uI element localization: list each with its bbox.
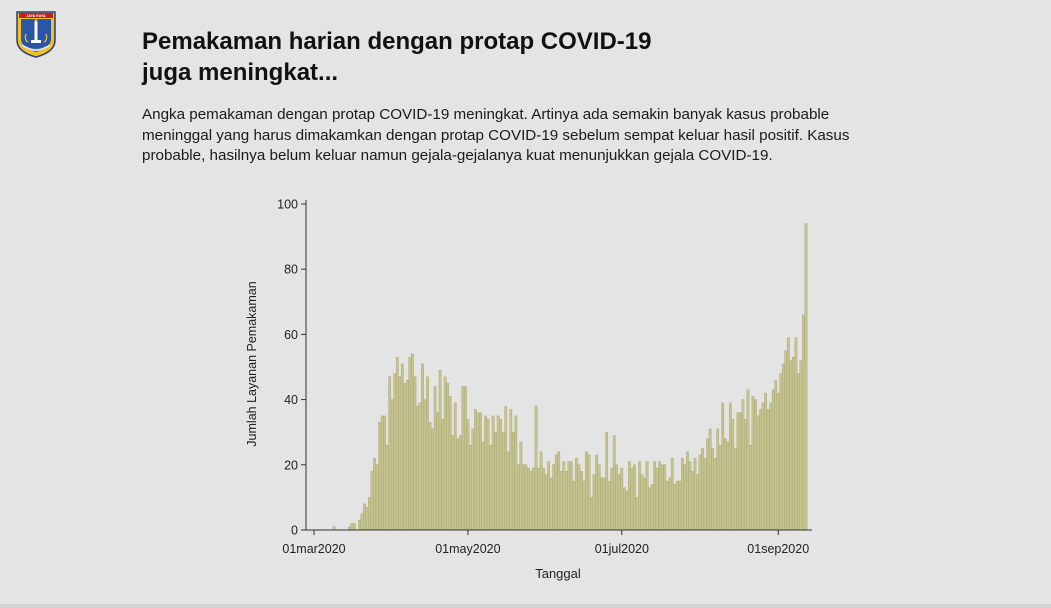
bar: [522, 465, 524, 530]
bar: [648, 488, 650, 530]
bar: [800, 360, 802, 530]
bar: [686, 452, 688, 530]
bar: [414, 377, 416, 530]
bar: [772, 390, 774, 530]
y-tick-label: 40: [284, 393, 298, 408]
bar: [590, 497, 592, 530]
bar: [462, 387, 464, 530]
bar: [727, 442, 729, 530]
bar: [762, 403, 764, 530]
y-axis-label: Jumlah Layanan Pemakaman: [245, 281, 259, 447]
bar: [505, 406, 507, 530]
bar: [540, 452, 542, 530]
bar: [694, 458, 696, 530]
bar-series: [333, 224, 807, 530]
bar: [500, 419, 502, 530]
bar: [368, 497, 370, 530]
bar: [709, 429, 711, 530]
bar: [495, 432, 497, 530]
bar: [376, 465, 378, 530]
bar: [353, 523, 355, 530]
bar: [532, 468, 534, 530]
bar: [537, 468, 539, 530]
bar: [512, 432, 514, 530]
bar: [711, 449, 713, 531]
bar: [464, 387, 466, 530]
bar: [555, 455, 557, 530]
bar: [439, 370, 441, 530]
bar: [656, 468, 658, 530]
bar: [424, 400, 426, 530]
page-title: [142, 26, 842, 88]
bar: [431, 429, 433, 530]
bar: [479, 413, 481, 530]
bar: [472, 429, 474, 530]
bar: [742, 400, 744, 530]
bar: [406, 380, 408, 530]
bar: [391, 400, 393, 530]
bar: [580, 471, 582, 530]
bar: [583, 481, 585, 530]
bar: [535, 406, 537, 530]
y-tick-label: 80: [284, 262, 298, 277]
bar: [482, 442, 484, 530]
bar: [492, 416, 494, 530]
bar: [603, 478, 605, 530]
bar: [477, 413, 479, 530]
bar: [563, 462, 565, 530]
y-tick-label: 60: [284, 327, 298, 342]
bar: [595, 455, 597, 530]
bar: [588, 455, 590, 530]
bar: [792, 357, 794, 530]
bar: [578, 465, 580, 530]
bar: [606, 432, 608, 530]
bar: [358, 520, 360, 530]
bar: [573, 481, 575, 530]
bar: [623, 488, 625, 530]
bar: [719, 445, 721, 530]
bar: [767, 409, 769, 530]
bar: [507, 452, 509, 530]
bar: [691, 471, 693, 530]
bar: [754, 400, 756, 530]
bar: [696, 475, 698, 530]
bar: [714, 458, 716, 530]
bar: [732, 419, 734, 530]
bar: [429, 422, 431, 530]
bar: [444, 377, 446, 530]
bar: [371, 471, 373, 530]
bar: [722, 403, 724, 530]
bar: [487, 419, 489, 530]
bar: [447, 383, 449, 530]
bar: [467, 419, 469, 530]
bar: [780, 374, 782, 530]
bar: [797, 374, 799, 530]
bar: [484, 416, 486, 530]
bar: [636, 497, 638, 530]
jakarta-crest-logo: [14, 10, 58, 58]
bar: [734, 449, 736, 531]
bar: [744, 419, 746, 530]
bar: [389, 377, 391, 530]
bar: [525, 465, 527, 530]
bar: [737, 413, 739, 530]
bar: [394, 374, 396, 530]
y-tick-label: 0: [291, 523, 298, 538]
bar: [659, 462, 661, 530]
title-line-2: juga meningkat...: [142, 59, 339, 86]
bar: [638, 462, 640, 530]
bar: [378, 422, 380, 530]
bar: [704, 458, 706, 530]
bar: [653, 462, 655, 530]
bar: [381, 416, 383, 530]
bar: [724, 439, 726, 530]
bar: [616, 465, 618, 530]
bar: [643, 478, 645, 530]
y-tick-label: 100: [277, 197, 298, 212]
bar: [795, 338, 797, 530]
bar: [489, 445, 491, 530]
bar: [611, 468, 613, 530]
bar: [621, 468, 623, 530]
bar: [570, 462, 572, 530]
bar: [674, 484, 676, 530]
y-tick-label: 20: [284, 458, 298, 473]
bar: [436, 413, 438, 530]
bar: [434, 387, 436, 530]
bar: [409, 357, 411, 530]
bar: [669, 478, 671, 530]
bar: [558, 452, 560, 530]
bar: [459, 435, 461, 530]
bar: [729, 403, 731, 530]
title-line-1: Pemakaman harian dengan protap COVID-19: [142, 28, 652, 55]
bar: [515, 416, 517, 530]
bar: [545, 475, 547, 530]
bar: [560, 471, 562, 530]
logo-text: JAYA RAYA: [26, 14, 46, 18]
bar: [600, 478, 602, 530]
bar: [689, 462, 691, 530]
bar: [646, 462, 648, 530]
bar: [527, 468, 529, 530]
bar: [641, 475, 643, 530]
bar: [747, 390, 749, 530]
bar: [699, 455, 701, 530]
bar: [679, 481, 681, 530]
bar: [628, 462, 630, 530]
bar: [676, 481, 678, 530]
bar: [542, 468, 544, 530]
bar: [757, 416, 759, 530]
burial-chart: [230, 188, 840, 588]
bar: [585, 452, 587, 530]
bar: [401, 364, 403, 530]
bar: [759, 409, 761, 530]
bar: [568, 462, 570, 530]
bar: [547, 462, 549, 530]
bar: [457, 439, 459, 530]
bar: [775, 380, 777, 530]
bar: [661, 465, 663, 530]
bar: [633, 465, 635, 530]
bar: [802, 315, 804, 530]
bar: [631, 468, 633, 530]
x-tick-label: 01mar2020: [282, 542, 346, 556]
page-description: Angka pemakaman dengan protap COVID-19 meningkat. Artinya ada semakin banyak kasus probable meninggal yang harus dimakamkan dengan protap COVID-19 sebelum sempat keluar hasil positif. Kasus probable, hasilnya belum keluar namun gejala-gejalanya kuat menunjukkan gejala COVID-19.: [142, 106, 850, 164]
bar: [565, 471, 567, 530]
bar: [386, 445, 388, 530]
bar: [598, 465, 600, 530]
bar: [739, 413, 741, 530]
x-tick-label: 01sep2020: [747, 542, 810, 556]
bar: [553, 465, 555, 530]
bottom-divider: [0, 604, 1051, 608]
bar: [618, 475, 620, 530]
bar: [520, 442, 522, 530]
bar: [550, 478, 552, 530]
bar: [363, 504, 365, 530]
bar: [764, 393, 766, 530]
bar: [497, 416, 499, 530]
bar: [782, 364, 784, 530]
bar: [366, 507, 368, 530]
bar: [681, 458, 683, 530]
bar: [575, 458, 577, 530]
bar: [626, 491, 628, 530]
bar: [442, 419, 444, 530]
bar: [419, 403, 421, 530]
bar: [608, 481, 610, 530]
bar: [749, 445, 751, 530]
x-axis: [282, 530, 812, 556]
x-axis-label: Tanggal: [535, 566, 581, 581]
bar: [593, 475, 595, 530]
bar: [805, 224, 807, 530]
bar: [449, 396, 451, 530]
bar: [701, 449, 703, 531]
bar: [416, 406, 418, 530]
bar: [770, 403, 772, 530]
bar: [502, 432, 504, 530]
bar: [666, 481, 668, 530]
y-axis: [277, 198, 306, 538]
bar: [452, 435, 454, 530]
bar: [790, 360, 792, 530]
bar: [361, 514, 363, 530]
bar: [426, 377, 428, 530]
bar: [396, 357, 398, 530]
bar: [613, 435, 615, 530]
bar: [684, 465, 686, 530]
x-tick-label: 01may2020: [435, 542, 501, 556]
bar: [469, 445, 471, 530]
bar: [664, 465, 666, 530]
bar: [474, 409, 476, 530]
bar: [351, 523, 353, 530]
bar: [651, 484, 653, 530]
bar: [785, 351, 787, 530]
bar: [752, 396, 754, 530]
bar: [706, 439, 708, 530]
bar: [777, 393, 779, 530]
bar: [454, 403, 456, 530]
bar: [421, 364, 423, 530]
bar: [717, 429, 719, 530]
bar: [671, 458, 673, 530]
bar: [787, 338, 789, 530]
bar: [517, 465, 519, 530]
bar: [510, 409, 512, 530]
bar: [399, 377, 401, 530]
x-tick-label: 01jul2020: [594, 542, 649, 556]
bar: [404, 383, 406, 530]
bar: [373, 458, 375, 530]
bar: [411, 354, 413, 530]
bar: [530, 471, 532, 530]
bar: [383, 416, 385, 530]
